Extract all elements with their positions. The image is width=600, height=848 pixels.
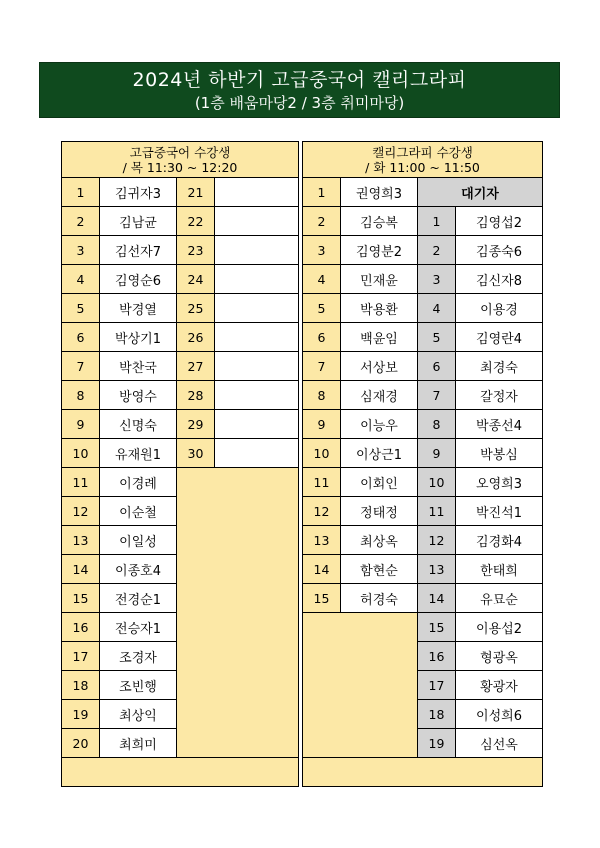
waitlist-number: 12 (418, 526, 456, 555)
student-name: 허경숙 (341, 584, 418, 613)
student-name: 이일성 (100, 526, 177, 555)
student-name-empty (215, 381, 299, 410)
roster-header (62, 142, 299, 178)
student-name: 조경자 (100, 642, 177, 671)
student-name-empty (215, 207, 299, 236)
student-name-empty (215, 265, 299, 294)
roster-header-schedule: / 화 11:00 ~ 11:50 (365, 159, 480, 175)
student-number: 14 (62, 555, 100, 584)
waitlist-number: 18 (418, 700, 456, 729)
waitlist-name: 심선옥 (456, 729, 543, 758)
student-name: 심재경 (341, 381, 418, 410)
student-number: 11 (62, 468, 100, 497)
roster-footer (62, 758, 299, 787)
student-number: 29 (177, 410, 215, 439)
student-number: 22 (177, 207, 215, 236)
student-number: 12 (303, 497, 341, 526)
waitlist-number: 6 (418, 352, 456, 381)
student-number: 2 (303, 207, 341, 236)
student-number: 4 (303, 265, 341, 294)
student-name: 김영분2 (341, 236, 418, 265)
page-subtitle: (1층 배움마당2 / 3층 취미마당) (194, 94, 405, 112)
student-number: 1 (303, 178, 341, 207)
student-name: 전경순1 (100, 584, 177, 613)
waitlist-number: 19 (418, 729, 456, 758)
student-name: 최상익 (100, 700, 177, 729)
student-number: 14 (303, 555, 341, 584)
roster-footer-row (62, 758, 299, 787)
waitlist-number: 14 (418, 584, 456, 613)
table-row (303, 613, 543, 642)
waitlist-name: 이성희6 (456, 700, 543, 729)
table-row (303, 352, 543, 381)
student-number: 12 (62, 497, 100, 526)
table-row (303, 323, 543, 352)
student-number: 19 (62, 700, 100, 729)
student-name: 백윤임 (341, 323, 418, 352)
student-name: 조빈행 (100, 671, 177, 700)
student-number: 3 (62, 236, 100, 265)
student-number: 7 (303, 352, 341, 381)
student-name: 이경례 (100, 468, 177, 497)
student-name: 함현순 (341, 555, 418, 584)
table-row (303, 265, 543, 294)
student-number: 9 (303, 410, 341, 439)
table-row (303, 468, 543, 497)
student-name-empty (215, 294, 299, 323)
roster-footer-row (303, 758, 543, 787)
roster-header (303, 142, 543, 178)
table-row (303, 381, 543, 410)
student-name-empty (215, 352, 299, 381)
roster-header-title: 고급중국어 수강생 (129, 144, 231, 160)
student-number: 2 (62, 207, 100, 236)
waitlist-number: 16 (418, 642, 456, 671)
student-name: 박경열 (100, 294, 177, 323)
student-name: 이능우 (341, 410, 418, 439)
student-number: 3 (303, 236, 341, 265)
waitlist-number: 11 (418, 497, 456, 526)
student-name: 방영수 (100, 381, 177, 410)
student-number: 8 (62, 381, 100, 410)
waitlist-number: 15 (418, 613, 456, 642)
table-row (303, 294, 543, 323)
advanced-chinese-roster (61, 141, 299, 787)
waitlist-name: 이용섭2 (456, 613, 543, 642)
student-number: 10 (303, 439, 341, 468)
waitlist-number: 10 (418, 468, 456, 497)
roster-header-row (62, 142, 299, 178)
student-name: 김선자7 (100, 236, 177, 265)
student-name: 유재원1 (100, 439, 177, 468)
table-row (303, 555, 543, 584)
student-number: 15 (303, 584, 341, 613)
student-name: 최상옥 (341, 526, 418, 555)
student-name-empty (215, 236, 299, 265)
table-row (62, 207, 299, 236)
waitlist-number: 9 (418, 439, 456, 468)
waitlist-name: 박봉심 (456, 439, 543, 468)
waitlist-name: 김경화4 (456, 526, 543, 555)
waitlist-name: 오영희3 (456, 468, 543, 497)
roster-footer (303, 758, 543, 787)
waitlist-number: 1 (418, 207, 456, 236)
student-number: 4 (62, 265, 100, 294)
waitlist-number: 17 (418, 671, 456, 700)
student-number: 1 (62, 178, 100, 207)
waitlist-number: 2 (418, 236, 456, 265)
table-row (303, 497, 543, 526)
student-number: 27 (177, 352, 215, 381)
table-row (303, 526, 543, 555)
student-name: 전승자1 (100, 613, 177, 642)
student-number: 16 (62, 613, 100, 642)
table-row (303, 439, 543, 468)
waitlist-name: 김신자8 (456, 265, 543, 294)
student-name: 이순철 (100, 497, 177, 526)
waitlist-name: 이용경 (456, 294, 543, 323)
table-row (62, 439, 299, 468)
table-row (62, 265, 299, 294)
student-number: 26 (177, 323, 215, 352)
student-name: 서상보 (341, 352, 418, 381)
roster-header-schedule: / 목 11:30 ~ 12:20 (122, 159, 238, 175)
calligraphy-roster (302, 141, 543, 787)
waitlist-name: 박종선4 (456, 410, 543, 439)
table-row (303, 410, 543, 439)
student-name: 김귀자3 (100, 178, 177, 207)
student-name: 김승복 (341, 207, 418, 236)
student-name: 이회인 (341, 468, 418, 497)
student-name: 박용환 (341, 294, 418, 323)
table-row (303, 207, 543, 236)
student-name: 최희미 (100, 729, 177, 758)
student-number: 6 (303, 323, 341, 352)
student-number: 18 (62, 671, 100, 700)
waitlist-header: 대기자 (418, 178, 543, 207)
waitlist-name: 한태희 (456, 555, 543, 584)
waitlist-number: 4 (418, 294, 456, 323)
student-name: 민재윤 (341, 265, 418, 294)
waitlist-number: 8 (418, 410, 456, 439)
student-name: 김남균 (100, 207, 177, 236)
student-name: 박상기1 (100, 323, 177, 352)
student-number: 23 (177, 236, 215, 265)
student-number: 11 (303, 468, 341, 497)
table-row (62, 468, 299, 497)
student-number: 28 (177, 381, 215, 410)
waitlist-number: 13 (418, 555, 456, 584)
student-number: 30 (177, 439, 215, 468)
student-number: 7 (62, 352, 100, 381)
table-row (62, 381, 299, 410)
student-number: 9 (62, 410, 100, 439)
student-name-empty (215, 178, 299, 207)
page-title: 2024년 하반기 고급중국어 캘리그라피 (132, 69, 467, 91)
student-name-empty (215, 410, 299, 439)
student-name-empty (215, 323, 299, 352)
waitlist-name: 갈정자 (456, 381, 543, 410)
table-row (62, 294, 299, 323)
student-name: 신명숙 (100, 410, 177, 439)
student-number: 5 (62, 294, 100, 323)
student-name: 이종호4 (100, 555, 177, 584)
student-number: 24 (177, 265, 215, 294)
waitlist-name: 유묘순 (456, 584, 543, 613)
waitlist-name: 김종숙6 (456, 236, 543, 265)
roster-header-row (303, 142, 543, 178)
waitlist-name: 박진석1 (456, 497, 543, 526)
student-number: 8 (303, 381, 341, 410)
table-row (62, 352, 299, 381)
waitlist-name: 최경숙 (456, 352, 543, 381)
student-number: 17 (62, 642, 100, 671)
waitlist-name: 김영섭2 (456, 207, 543, 236)
student-number: 5 (303, 294, 341, 323)
waitlist-name: 황광자 (456, 671, 543, 700)
table-row (62, 178, 299, 207)
student-name: 김영순6 (100, 265, 177, 294)
student-name: 권영희3 (341, 178, 418, 207)
student-number: 25 (177, 294, 215, 323)
table-row (303, 584, 543, 613)
waitlist-name: 형광옥 (456, 642, 543, 671)
student-number: 10 (62, 439, 100, 468)
empty-block (177, 468, 299, 758)
student-name: 박찬국 (100, 352, 177, 381)
student-number: 20 (62, 729, 100, 758)
waitlist-number: 3 (418, 265, 456, 294)
student-number: 21 (177, 178, 215, 207)
waitlist-number: 5 (418, 323, 456, 352)
student-name-empty (215, 439, 299, 468)
table-row (303, 178, 543, 207)
waitlist-name: 김영란4 (456, 323, 543, 352)
title-banner (39, 62, 560, 118)
student-name: 이상근1 (341, 439, 418, 468)
waitlist-number: 7 (418, 381, 456, 410)
roster-header-title: 캘리그라피 수강생 (372, 144, 473, 160)
student-number: 13 (62, 526, 100, 555)
table-row (62, 323, 299, 352)
student-number: 6 (62, 323, 100, 352)
table-row (303, 236, 543, 265)
student-name: 정태정 (341, 497, 418, 526)
table-row (62, 236, 299, 265)
empty-block (303, 613, 418, 758)
student-number: 15 (62, 584, 100, 613)
student-number: 13 (303, 526, 341, 555)
table-row (62, 410, 299, 439)
